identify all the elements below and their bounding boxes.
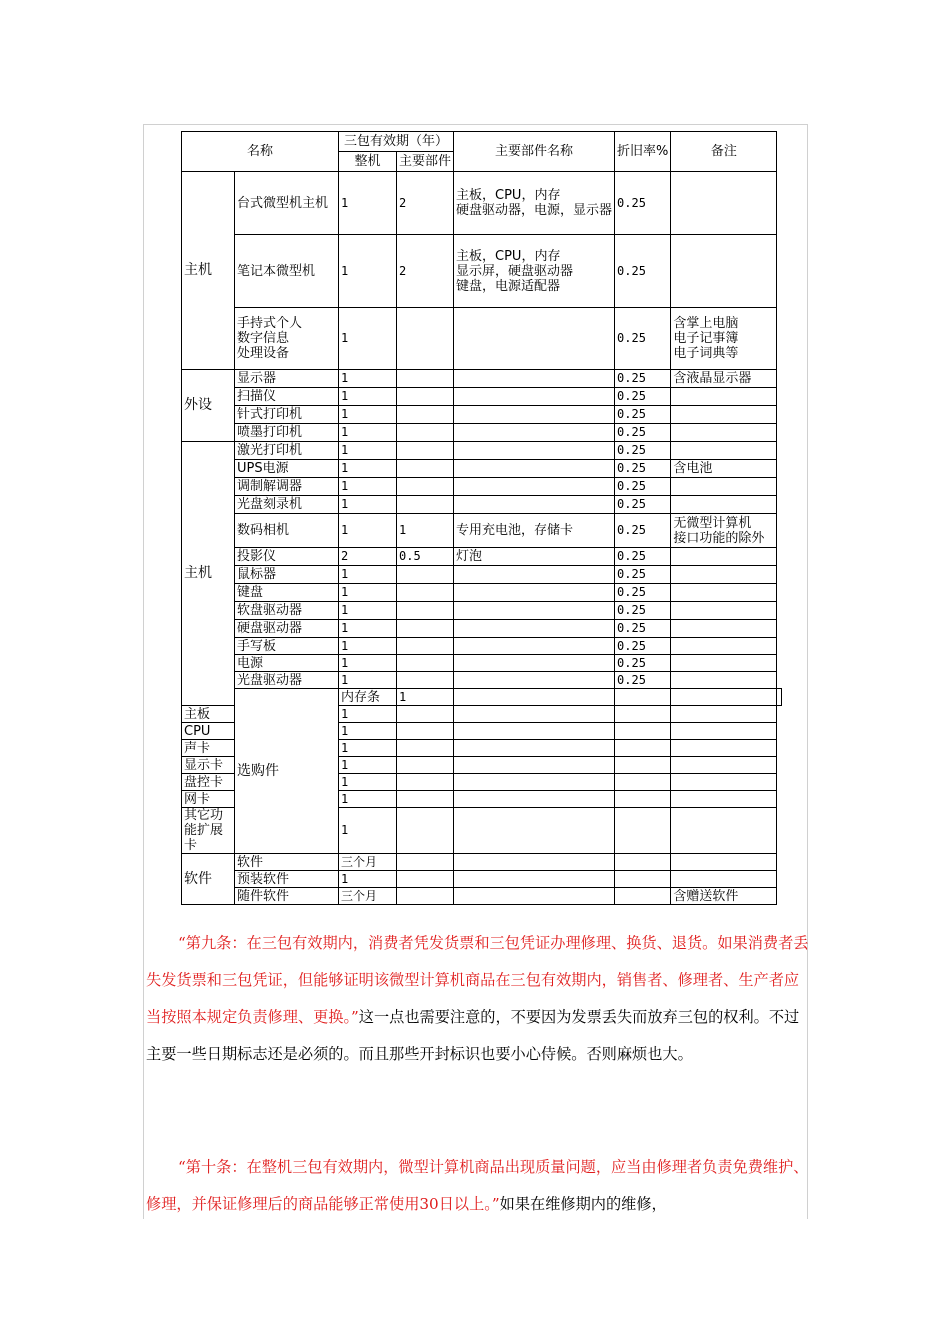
item-name-cell: 预装软件 bbox=[235, 871, 339, 888]
depreciation-cell bbox=[615, 888, 671, 905]
remark-cell: 含液晶显示器 bbox=[671, 370, 777, 388]
remark-cell bbox=[671, 172, 777, 235]
remark-cell bbox=[671, 871, 777, 888]
depreciation-cell: 0.25 bbox=[615, 548, 671, 566]
remark-cell bbox=[671, 706, 777, 723]
table-row bbox=[182, 638, 782, 655]
item-name-cell: 扫描仪 bbox=[235, 388, 339, 406]
article-10-comment: 如果在维修期内的维修， bbox=[499, 1195, 667, 1213]
whole-warranty-cell: 1 bbox=[339, 460, 397, 478]
main-parts-cell bbox=[454, 460, 615, 478]
main-parts-cell bbox=[454, 620, 615, 638]
remark-cell bbox=[671, 774, 777, 791]
main-parts-cell bbox=[454, 854, 615, 871]
remark-cell bbox=[671, 672, 777, 689]
remark-cell bbox=[671, 620, 777, 638]
depreciation-cell: 0.25 bbox=[615, 602, 671, 620]
table-row bbox=[182, 370, 782, 388]
parts-warranty-cell bbox=[397, 757, 454, 774]
remark-cell bbox=[671, 655, 777, 672]
article-10-quote: “第十条：在整机三包有效期内，微型计算机商品出现质量问题，应当由修理者负责免费维护、修理，并保证修理后的商品能够正常使用30日以上。” bbox=[146, 1158, 809, 1213]
whole-warranty-cell: 1 bbox=[339, 584, 397, 602]
whole-warranty-cell: 1 bbox=[339, 424, 397, 442]
remark-cell bbox=[671, 235, 777, 308]
item-name-cell: 随件软件 bbox=[235, 888, 339, 905]
table-row bbox=[182, 548, 782, 566]
remark-cell bbox=[671, 388, 777, 406]
main-parts-cell bbox=[454, 723, 615, 740]
whole-warranty-cell: 1 bbox=[339, 370, 397, 388]
article-9-comment: 这一点也需要注意的，不要因为发票丢失而放弃三包的权利。不过主要一些日期标志还是必须的。而且那些开封标识也要小心侍候。否则麻烦也大。 bbox=[146, 1008, 800, 1063]
main-parts-cell bbox=[454, 774, 615, 791]
parts-warranty-cell bbox=[397, 584, 454, 602]
table-row bbox=[182, 460, 782, 478]
table-row bbox=[182, 235, 782, 308]
item-name-cell: CPU bbox=[182, 723, 235, 740]
whole-warranty-cell: 1 bbox=[339, 388, 397, 406]
table-row bbox=[182, 388, 782, 406]
remark-cell: 含掌上电脑 电子记事簿 电子词典等 bbox=[671, 308, 777, 370]
main-parts-cell bbox=[454, 740, 615, 757]
depreciation-cell bbox=[671, 689, 777, 706]
depreciation-cell bbox=[615, 757, 671, 774]
item-name-cell: 主板 bbox=[182, 706, 235, 723]
depreciation-cell bbox=[615, 723, 671, 740]
item-name-cell: 笔记本微型机 bbox=[235, 235, 339, 308]
whole-warranty-cell: 1 bbox=[339, 478, 397, 496]
remark-cell bbox=[671, 740, 777, 757]
remark-cell bbox=[671, 638, 777, 655]
parts-warranty-cell bbox=[397, 460, 454, 478]
whole-warranty-cell: 1 bbox=[339, 496, 397, 514]
whole-warranty-cell: 1 bbox=[339, 602, 397, 620]
parts-warranty-cell bbox=[397, 740, 454, 757]
remark-cell bbox=[671, 602, 777, 620]
whole-warranty-cell: 1 bbox=[339, 706, 397, 723]
remark-cell bbox=[671, 566, 777, 584]
item-name-cell: 鼠标器 bbox=[235, 566, 339, 584]
remark-cell bbox=[671, 584, 777, 602]
item-name-cell: 手持式个人 数字信息 处理设备 bbox=[235, 308, 339, 370]
parts-warranty-cell bbox=[397, 602, 454, 620]
whole-warranty-cell: 1 bbox=[339, 620, 397, 638]
whole-warranty-cell: 1 bbox=[339, 638, 397, 655]
item-name-cell: 软件 bbox=[235, 854, 339, 871]
header-whole: 整机 bbox=[339, 152, 397, 172]
article-9-paragraph bbox=[146, 925, 810, 1073]
whole-warranty-cell: 1 bbox=[339, 235, 397, 308]
depreciation-cell: 0.25 bbox=[615, 672, 671, 689]
main-parts-cell bbox=[454, 888, 615, 905]
whole-warranty-cell: 1 bbox=[339, 406, 397, 424]
table-row bbox=[182, 442, 782, 460]
main-parts-cell bbox=[454, 496, 615, 514]
parts-warranty-cell bbox=[397, 808, 454, 854]
item-name-cell: 内存条 bbox=[339, 689, 397, 706]
item-name-cell: 键盘 bbox=[235, 584, 339, 602]
depreciation-cell: 0.25 bbox=[615, 370, 671, 388]
depreciation-cell: 0.25 bbox=[615, 478, 671, 496]
parts-warranty-cell: 0.5 bbox=[397, 548, 454, 566]
main-parts-cell bbox=[454, 424, 615, 442]
parts-warranty-cell bbox=[397, 620, 454, 638]
remark-cell bbox=[671, 808, 777, 854]
whole-warranty-cell: 1 bbox=[339, 808, 397, 854]
table-row bbox=[182, 689, 782, 706]
whole-warranty-cell: 1 bbox=[339, 757, 397, 774]
item-name-cell: 其它功能扩展卡 bbox=[182, 808, 235, 854]
whole-warranty-cell: 1 bbox=[339, 308, 397, 370]
parts-warranty-cell bbox=[397, 424, 454, 442]
item-name-cell: 盘控卡 bbox=[182, 774, 235, 791]
remark-cell bbox=[671, 442, 777, 460]
main-parts-cell: 主板，CPU，内存 显示屏，硬盘驱动器 键盘，电源适配器 bbox=[454, 235, 615, 308]
parts-warranty-cell bbox=[397, 791, 454, 808]
parts-warranty-cell bbox=[397, 442, 454, 460]
header-main-parts: 主要部件名称 bbox=[454, 132, 615, 172]
table-row bbox=[182, 871, 782, 888]
item-name-cell: 数码相机 bbox=[235, 514, 339, 548]
main-parts-cell bbox=[454, 388, 615, 406]
depreciation-cell bbox=[615, 740, 671, 757]
item-name-cell: 手写板 bbox=[235, 638, 339, 655]
whole-warranty-cell: 1 bbox=[339, 655, 397, 672]
depreciation-cell: 0.25 bbox=[615, 235, 671, 308]
whole-warranty-cell: 1 bbox=[339, 172, 397, 235]
parts-warranty-cell bbox=[397, 655, 454, 672]
depreciation-cell: 0.25 bbox=[615, 655, 671, 672]
depreciation-cell: 0.25 bbox=[615, 638, 671, 655]
table-row bbox=[182, 406, 782, 424]
main-parts-cell: 灯泡 bbox=[454, 548, 615, 566]
item-name-cell: 声卡 bbox=[182, 740, 235, 757]
item-name-cell: 显示器 bbox=[235, 370, 339, 388]
parts-warranty-cell: 2 bbox=[397, 235, 454, 308]
depreciation-cell bbox=[615, 706, 671, 723]
remark-cell bbox=[671, 496, 777, 514]
depreciation-cell bbox=[615, 871, 671, 888]
whole-warranty-cell: 1 bbox=[339, 723, 397, 740]
depreciation-cell: 0.25 bbox=[615, 388, 671, 406]
item-name-cell: 硬盘驱动器 bbox=[235, 620, 339, 638]
item-name-cell: 针式打印机 bbox=[235, 406, 339, 424]
main-parts-cell bbox=[454, 871, 615, 888]
article-9-quote: “第九条：在三包有效期内，消费者凭发货票和三包凭证办理修理、换货、退货。如果消费者丢失发货票和三包凭证，但能够证明该微型计算机商品在三包有效期内，销售者、修理者、生产者应当按照本规定负责修理、更换。” bbox=[146, 934, 809, 1026]
main-parts-cell bbox=[454, 791, 615, 808]
parts-warranty-cell bbox=[397, 478, 454, 496]
category-cell: 软件 bbox=[182, 854, 235, 905]
parts-warranty-cell bbox=[397, 888, 454, 905]
main-parts-cell bbox=[454, 442, 615, 460]
whole-warranty-cell: 1 bbox=[339, 566, 397, 584]
table-row bbox=[182, 478, 782, 496]
parts-warranty-cell bbox=[397, 388, 454, 406]
main-parts-cell bbox=[454, 478, 615, 496]
whole-warranty-cell: 1 bbox=[339, 514, 397, 548]
parts-warranty-cell bbox=[397, 854, 454, 871]
parts-warranty-cell bbox=[397, 566, 454, 584]
header-remarks: 备注 bbox=[671, 132, 777, 172]
remark-cell bbox=[671, 757, 777, 774]
header-warranty: 三包有效期（年） bbox=[339, 132, 454, 152]
parts-warranty-cell bbox=[397, 706, 454, 723]
parts-warranty-cell bbox=[454, 689, 615, 706]
table-row bbox=[182, 672, 782, 689]
depreciation-cell bbox=[615, 854, 671, 871]
main-parts-cell bbox=[454, 757, 615, 774]
main-parts-cell bbox=[454, 566, 615, 584]
depreciation-cell bbox=[615, 774, 671, 791]
table-row bbox=[182, 854, 782, 871]
parts-warranty-cell bbox=[397, 871, 454, 888]
depreciation-cell: 0.25 bbox=[615, 584, 671, 602]
main-parts-cell bbox=[454, 308, 615, 370]
table-row bbox=[182, 308, 782, 370]
table-header-row bbox=[182, 132, 782, 152]
whole-warranty-cell: 1 bbox=[339, 871, 397, 888]
depreciation-cell bbox=[615, 791, 671, 808]
whole-warranty-cell: 1 bbox=[339, 672, 397, 689]
whole-warranty-cell: 1 bbox=[397, 689, 454, 706]
depreciation-cell: 0.25 bbox=[615, 514, 671, 548]
remark-cell bbox=[671, 478, 777, 496]
parts-warranty-cell bbox=[397, 672, 454, 689]
parts-warranty-cell: 2 bbox=[397, 172, 454, 235]
category-cell: 主机 bbox=[182, 442, 235, 706]
main-parts-cell bbox=[454, 672, 615, 689]
main-parts-cell bbox=[454, 584, 615, 602]
remark-cell: 含赠送软件 bbox=[671, 888, 777, 905]
main-parts-cell bbox=[454, 370, 615, 388]
depreciation-cell: 0.25 bbox=[615, 442, 671, 460]
article-10-paragraph bbox=[146, 1149, 810, 1223]
category-cell: 主机 bbox=[182, 172, 235, 370]
table-row bbox=[182, 888, 782, 905]
parts-warranty-cell bbox=[397, 406, 454, 424]
depreciation-cell bbox=[615, 808, 671, 854]
item-name-cell: 投影仪 bbox=[235, 548, 339, 566]
depreciation-cell: 0.25 bbox=[615, 308, 671, 370]
header-name: 名称 bbox=[182, 132, 339, 172]
parts-warranty-cell bbox=[397, 496, 454, 514]
whole-warranty-cell: 2 bbox=[339, 548, 397, 566]
item-name-cell: 光盘驱动器 bbox=[235, 672, 339, 689]
parts-warranty-cell bbox=[397, 370, 454, 388]
table-row bbox=[182, 584, 782, 602]
main-parts-cell bbox=[454, 706, 615, 723]
parts-warranty-cell: 1 bbox=[397, 514, 454, 548]
main-parts-cell bbox=[454, 655, 615, 672]
table-row bbox=[182, 566, 782, 584]
table-row bbox=[182, 496, 782, 514]
main-parts-cell bbox=[615, 689, 671, 706]
header-parts: 主要部件 bbox=[397, 152, 454, 172]
table-row bbox=[182, 172, 782, 235]
depreciation-cell: 0.25 bbox=[615, 620, 671, 638]
parts-warranty-cell bbox=[397, 774, 454, 791]
category-cell: 外设 bbox=[182, 370, 235, 442]
item-name-cell: 软盘驱动器 bbox=[235, 602, 339, 620]
whole-warranty-cell: 三个月 bbox=[339, 854, 397, 871]
table-row bbox=[182, 514, 782, 548]
remark-cell: 无微型计算机 接口功能的除外 bbox=[671, 514, 777, 548]
table-row bbox=[182, 602, 782, 620]
main-parts-cell bbox=[454, 602, 615, 620]
remark-cell bbox=[671, 854, 777, 871]
header-depreciation: 折旧率% bbox=[615, 132, 671, 172]
depreciation-cell: 0.25 bbox=[615, 406, 671, 424]
parts-warranty-cell bbox=[397, 723, 454, 740]
main-parts-cell bbox=[454, 808, 615, 854]
table-row bbox=[182, 655, 782, 672]
whole-warranty-cell: 1 bbox=[339, 774, 397, 791]
parts-warranty-cell bbox=[397, 308, 454, 370]
item-name-cell: UPS电源 bbox=[235, 460, 339, 478]
depreciation-cell: 0.25 bbox=[615, 460, 671, 478]
item-name-cell: 显示卡 bbox=[182, 757, 235, 774]
depreciation-cell: 0.25 bbox=[615, 172, 671, 235]
remark-cell bbox=[671, 723, 777, 740]
item-name-cell: 电源 bbox=[235, 655, 339, 672]
whole-warranty-cell: 1 bbox=[339, 740, 397, 757]
item-name-cell: 调制解调器 bbox=[235, 478, 339, 496]
remark-cell bbox=[671, 424, 777, 442]
whole-warranty-cell: 1 bbox=[339, 791, 397, 808]
item-name-cell: 光盘刻录机 bbox=[235, 496, 339, 514]
main-parts-cell: 主板，CPU，内存 硬盘驱动器，电源，显示器 bbox=[454, 172, 615, 235]
main-parts-cell bbox=[454, 638, 615, 655]
depreciation-cell: 0.25 bbox=[615, 496, 671, 514]
depreciation-cell: 0.25 bbox=[615, 424, 671, 442]
main-parts-cell bbox=[454, 406, 615, 424]
remark-cell bbox=[671, 548, 777, 566]
item-name-cell: 激光打印机 bbox=[235, 442, 339, 460]
remark-cell bbox=[777, 689, 782, 706]
category-cell: 选购件 bbox=[235, 689, 339, 854]
item-name-cell: 网卡 bbox=[182, 791, 235, 808]
parts-warranty-cell bbox=[397, 638, 454, 655]
table-row bbox=[182, 620, 782, 638]
item-name-cell: 喷墨打印机 bbox=[235, 424, 339, 442]
remark-cell bbox=[671, 406, 777, 424]
warranty-table bbox=[181, 131, 782, 905]
item-name-cell: 台式微型机主机 bbox=[235, 172, 339, 235]
depreciation-cell: 0.25 bbox=[615, 566, 671, 584]
remark-cell bbox=[671, 791, 777, 808]
whole-warranty-cell: 1 bbox=[339, 442, 397, 460]
whole-warranty-cell: 三个月 bbox=[339, 888, 397, 905]
main-parts-cell: 专用充电池，存储卡 bbox=[454, 514, 615, 548]
remark-cell: 含电池 bbox=[671, 460, 777, 478]
table-row bbox=[182, 424, 782, 442]
